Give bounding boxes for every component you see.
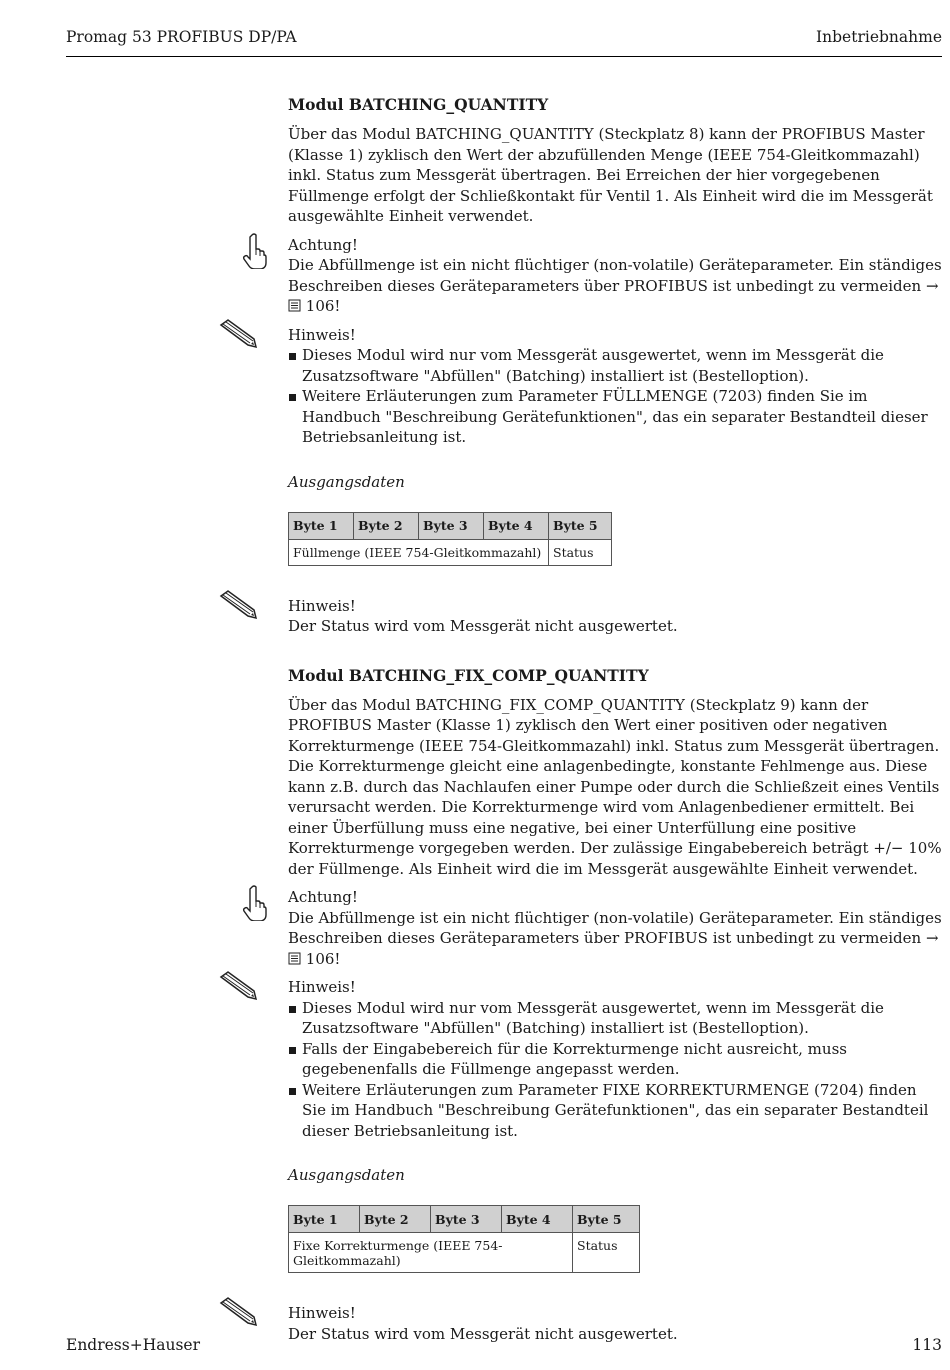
table-cell-status: Status	[573, 1233, 640, 1273]
pencil-icon	[218, 1297, 258, 1333]
section-title: Modul BATCHING_QUANTITY	[288, 95, 549, 114]
column-header: Byte 2	[354, 512, 419, 539]
pencil-icon	[218, 590, 258, 626]
column-header: Byte 5	[549, 512, 612, 539]
page-content	[288, 94, 944, 1344]
book-page-icon	[288, 950, 301, 968]
page-reference[interactable]: 106!	[305, 949, 341, 968]
list-item: Weitere Erläuterungen zum Parameter FIXE KORREKTURMENGE (7204) finden Sie im Handbuch "Beschreibung Gerätefunktionen", das ein separater Bestandteil dieser Betriebsanleitung ist.	[288, 1080, 944, 1142]
section-batching-quantity	[288, 94, 944, 637]
note-list	[288, 998, 944, 1142]
section-intro: Über das Modul BATCHING_FIX_COMP_QUANTITY (Steckplatz 9) kann der PROFIBUS Master (Klasse 1) zyklisch den Wert einer positiven oder negativen Korrekturmenge (IEEE 754-Gleitkommazahl) inkl. Status zum Messgerät übertragen. Die Korrekturmenge gleicht eine anlagenbedingte, konstante Fehlmenge aus. Diese kann z.B. durch das Nachlaufen einer Pumpe oder durch die Schließzeit eines Ventils verursacht werden. Die Korrekturmenge wird vom Anlagenbediener ermittelt. Bei einer Überfüllung muss eine negative, bei einer Unterfüllung eine positive Korrekturmenge vorgegeben werden. Der zulässige Eingabebereich beträgt +/− 10% der Füllmenge. Als Einheit wird die im Messgerät ausgewählte Einheit verwendet.	[288, 695, 942, 878]
pencil-icon	[218, 971, 258, 1007]
table-cell-status: Status	[549, 539, 612, 565]
note-notice	[288, 596, 944, 637]
caution-notice	[288, 887, 944, 969]
caution-text: Die Abfüllmenge ist ein nicht flüchtiger (non-volatile) Geräteparameter. Ein ständiges Beschreiben dieses Geräteparameters über PROFIBUS ist unbedingt zu vermeiden	[288, 256, 942, 295]
pencil-icon	[218, 319, 258, 355]
header-chapter-title: Inbetriebnahme	[816, 28, 942, 46]
column-header: Byte 1	[289, 512, 354, 539]
column-header: Byte 5	[573, 1206, 640, 1233]
output-data-table	[288, 1205, 640, 1273]
note-notice	[288, 977, 944, 1141]
footer-company: Endress+Hauser	[66, 1336, 200, 1354]
note-list	[288, 345, 944, 448]
note-title: Hinweis!	[288, 325, 356, 344]
list-item: Falls der Eingabebereich für die Korrekturmenge nicht ausreicht, muss gegebenenfalls die Füllmenge angepasst werden.	[288, 1039, 944, 1080]
caution-title: Achtung!	[288, 888, 358, 906]
column-header: Byte 4	[502, 1206, 573, 1233]
note-text: Der Status wird vom Messgerät nicht ausgewertet.	[288, 617, 678, 635]
column-header: Byte 4	[484, 512, 549, 539]
arrow-right-icon: →	[925, 276, 939, 295]
column-header: Byte 3	[431, 1206, 502, 1233]
caution-text: Die Abfüllmenge ist ein nicht flüchtiger (non-volatile) Geräteparameter. Ein ständiges Beschreiben dieses Geräteparameters über PROFIBUS ist unbedingt zu vermeiden	[288, 908, 942, 947]
page-number: 113	[912, 1336, 942, 1354]
note-text: Der Status wird vom Messgerät nicht ausgewertet.	[288, 1324, 678, 1343]
list-item: Weitere Erläuterungen zum Parameter FÜLLMENGE (7203) finden Sie im Handbuch "Beschreibung Gerätefunktionen", das ein separater Bestandteil dieser Betriebsanleitung ist.	[288, 386, 944, 448]
caution-notice	[288, 235, 944, 317]
list-item: Dieses Modul wird nur vom Messgerät ausgewertet, wenn im Messgerät die Zusatzsoftware "Abfüllen" (Batching) installiert ist (Bestelloption).	[288, 998, 944, 1039]
column-header: Byte 1	[289, 1206, 360, 1233]
table-header-row	[289, 512, 612, 539]
pointing-hand-icon	[242, 233, 268, 275]
caution-title: Achtung!	[288, 235, 358, 254]
header-document-title: Promag 53 PROFIBUS DP/PA	[66, 28, 297, 46]
section-title: Modul BATCHING_FIX_COMP_QUANTITY	[288, 665, 649, 685]
table-header-row	[289, 1206, 640, 1233]
column-header: Byte 3	[419, 512, 484, 539]
page-reference[interactable]: 106!	[305, 297, 341, 315]
note-notice	[288, 1303, 944, 1344]
column-header: Byte 2	[360, 1206, 431, 1233]
pointing-hand-icon	[242, 885, 268, 927]
output-data-heading: Ausgangsdaten	[288, 1166, 405, 1184]
list-item: Dieses Modul wird nur vom Messgerät ausgewertet, wenn im Messgerät die Zusatzsoftware "Abfüllen" (Batching) installiert ist (Bestelloption).	[288, 345, 944, 386]
note-notice	[288, 325, 944, 448]
note-title: Hinweis!	[288, 978, 356, 996]
page-header	[66, 26, 942, 57]
table-row	[289, 1233, 640, 1273]
arrow-right-icon: →	[925, 929, 939, 947]
output-data-table	[288, 512, 612, 566]
table-cell-value: Fixe Korrekturmenge (IEEE 754-Gleitkommazahl)	[289, 1233, 573, 1273]
table-row	[289, 539, 612, 565]
section-intro: Über das Modul BATCHING_QUANTITY (Steckplatz 8) kann der PROFIBUS Master (Klasse 1) zyklisch den Wert der abzufüllenden Menge (IEEE 754-Gleitkommazahl) inkl. Status zum Messgerät übertragen. Bei Erreichen der hier vorgegebenen Füllmenge erfolgt der Schließkontakt für Ventil 1. Als Einheit wird die im Messgerät ausgewählte Einheit verwendet.	[288, 125, 933, 225]
section-batching-fix-comp-quantity	[288, 665, 944, 1345]
table-cell-value: Füllmenge (IEEE 754-Gleitkommazahl)	[289, 539, 549, 565]
output-data-heading: Ausgangsdaten	[288, 472, 405, 491]
note-title: Hinweis!	[288, 1304, 356, 1322]
note-title: Hinweis!	[288, 596, 356, 615]
book-page-icon	[288, 297, 301, 315]
